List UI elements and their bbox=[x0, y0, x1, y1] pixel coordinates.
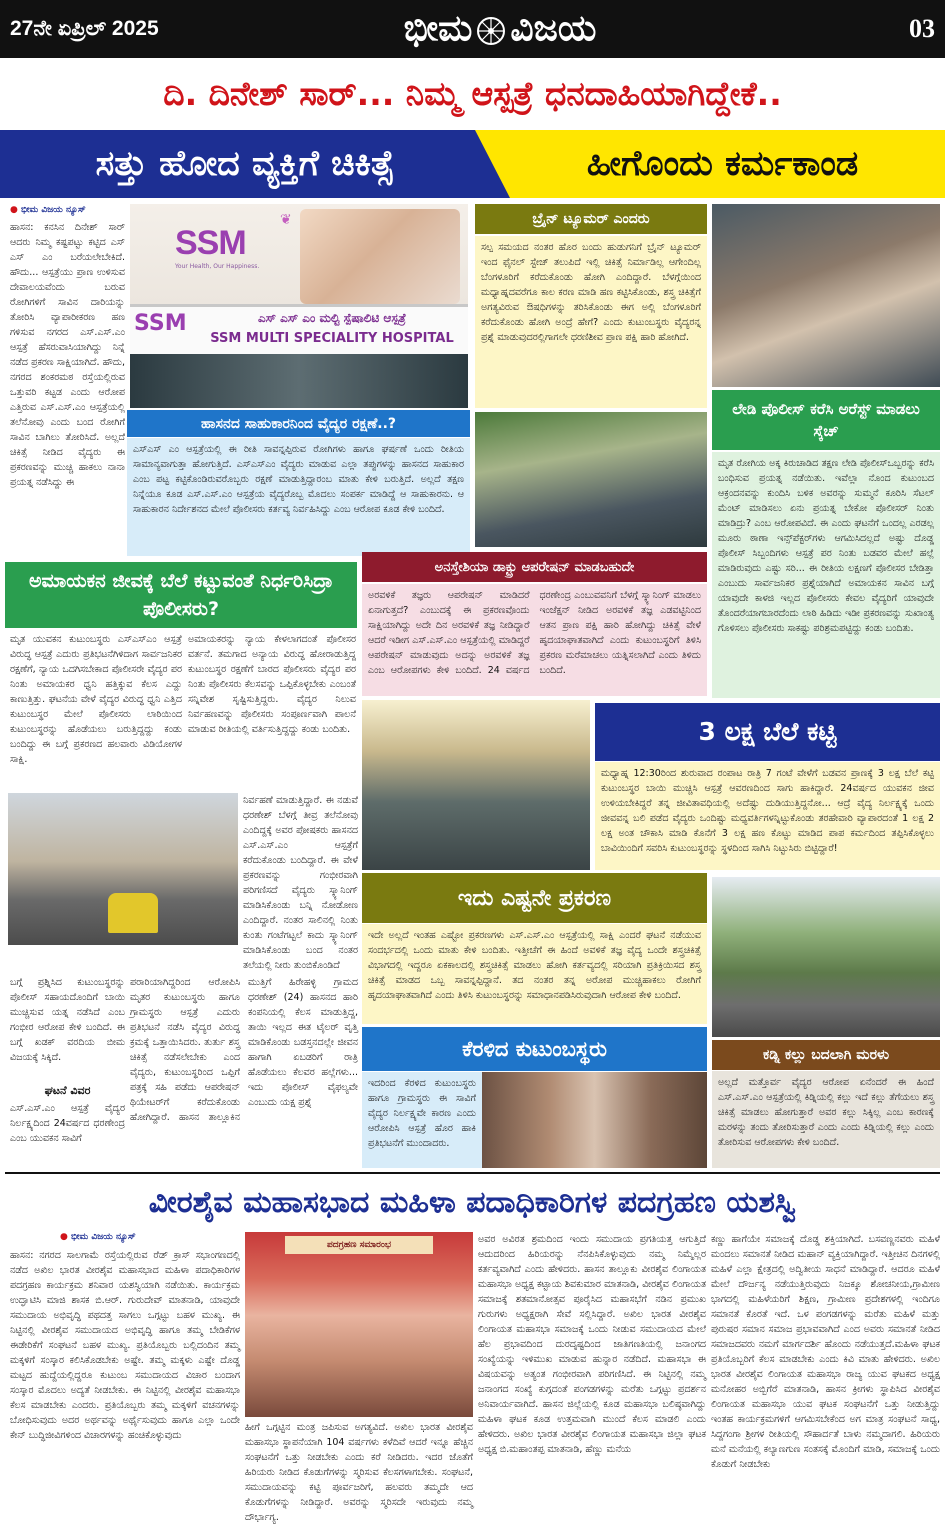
wheel-icon bbox=[476, 14, 506, 44]
sub-headline-banner bbox=[0, 130, 945, 198]
sub-headline-left: ಸತ್ತು ಹೋದ ವ್ಯಕ್ತಿಗೆ ಚಿಕಿತ್ಸೆ bbox=[95, 144, 395, 184]
family-members-photo bbox=[482, 1072, 707, 1168]
lady-police-box-title: ಲೇಡಿ ಪೊಲೀಸ್ ಕರೆಸಿ ಅರೆಸ್ಟ್ ಮಾಡಲು ಸ್ಕೆಚ್ bbox=[712, 390, 940, 450]
hospital-protest-photo bbox=[362, 700, 590, 870]
col2-upper-text: ನಿರ್ವಹಣೆ ಮಾಡುತ್ತಿದ್ದಾರೆ. ಈ ನಡುವೆ ಧರಣೇಶ್ ಬೆಳಗ್ಗೆ ತೀವ್ರ ತಲೆನೋವು ಎಂದಿದ್ದಕ್ಕೆ ಅವರ ಪೋಷಕರು ಹಾಸನದ ಎಸ್.ಎಸ್.ಎಂ ಆಸ್ಪತ್ರೆಗೆ ಕರೆದುಕೊಂಡು ಬಂದಿದ್ದಾರೆ. ಈ ವೇಳೆ ಪ್ರಕರಣವನ್ನು ಗಂಭೀರವಾಗಿ ಪರಿಗಣಿಸದೆ ವೈದ್ಯರು ಸ್ಕ್ಯಾನಿಂಗ್ ಮಾಡಿಸಿಕೊಂಡು ಬನ್ನಿ ನೋಡೋಣ ಎಂದಿದ್ದಾರೆ. ನಂತರ ಸಾಲಿನಲ್ಲಿ ನಿಂತು ಕುಂತು ಗಂಟೆಗಟ್ಟಲೆ ಕಾದು ಸ್ಕ್ಯಾನಿಂಗ್ ಮಾಡಿಸಿಕೊಂಡು ಬಂದ ನಂತರ ತಲೆಯಲ್ಲಿ ನೀರು ತುಂಬಿಕೊಂಡಿದೆ bbox=[243, 795, 358, 971]
bottom-col2: ಹೀಗೆ ಒಗ್ಗಟ್ಟಿನ ಮಂತ್ರ ಜಪಿಸುವ ಅಗತ್ಯವಿದೆ. ಅಖಿಲ ಭಾರತ ವೀರಶೈವ ಮಹಾಸಭಾ ಸ್ಥಾಪನೆಯಾಗಿ 104 ವರ್ಷಗಳು ಕಳೆದಿವೆ ಆದರೆ ಇನ್ನೂ ಹೆಚ್ಚಿನ ಸಂಘಟನೆಗೆ ಒತ್ತು ನೀಡಬೇಕು ಎಂದು ಕರೆ ನೀಡಿದರು. ಇದರ ಜೊತೆಗೆ ಹಿರಿಯರು ನೀಡಿದ ಕೊಡುಗೆಗಳನ್ನು ಸ್ಮರಿಸುವ ಕೆಲಸಗಳಾಗಬೇಕು. ಸಂಘಟನೆ, ಸಮುದಾಯವನ್ನು ಕಟ್ಟಿ ಪೂರ್ವಜರಿಗೆ, ಹಲವರು ತಮ್ಮದೇ ಆದ ಕೊಡುಗೆಗಳನ್ನು ನೀಡಿದ್ದಾರೆ. ಅವರನ್ನು ಸ್ಮರಿಸದೇ ಇರುವುದು ನಮ್ಮ ದೌರ್ಭಾಗ್ಯ. bbox=[245, 1422, 473, 1523]
lady-police-box-text: ಮೃತ ರೋಗಿಯ ಅಕ್ಕ ಕಿರುಚಾಡಿದ ತಕ್ಷಣ ಲೇಡಿ ಪೊಲೀಸ್‌ಒಬ್ಬರನ್ನು ಕರೆಸಿ ಬಂಧಿಸುವ ಪ್ರಯತ್ನ ನಡೆಯಿತು. ಇವೆಲ್ಲಾ ನೊಂದ ಕುಟುಂಬದ ಆಕ್ರಂದನವನ್ನು ಕುಂದಿಸಿ ಬಳಿಕ ಅವರನ್ನು ಸುಮ್ಮನೆ ಕೂರಿಸಿ ಸೆಟಲ್ ಮೆಂಟ್ ಮಾಡಿಸಲು ಏನು ಪ್ರಯತ್ನ ಬೇಕೋ ಪೊಲೀಸರ್ ನಿಂತು ಮಾಡಿದ್ರು? ಎಂಬ ಆರೋಪವಿದೆ. ಈ ಎಂದು ಘಟನೆಗೆ ಒಂದಲ್ಲ ಎರಡಲ್ಲ ಮೂರು ಠಾಣಾ ಇನ್ಸ್‌ಪೆಕ್ಟರ್‌ಗಳು ಆಗಮಿಸಿದಲ್ಲದೆ ಅಷ್ಟು ದೊಡ್ಡ ಪೊಲೀಸ್ ಸಿಬ್ಬಂದಿಗಳು ಆಸ್ಪತ್ರೆ ಪರ ನಿಂತು ಬಡವರ ಮೇಲೆ ಹಲ್ಲೆ ಮಾಡಿರುವುದು ಎಷ್ಟು ಸರಿ... ಈ ರೀತಿಯ ಲಕ್ಷಣಗೆ ಪೊಲೀಸರ ಬೇಡಿತ್ತಾ ಎಂಬುದು ಸಾರ್ವಜನಿಕರ ಪ್ರಶ್ನೆಯಾಗಿದೆ ಅಮಾಯಕನ ಸಾವಿನ ಬಗ್ಗೆ ಯಾವುದೇ ಕಾಳಜಿ ಇಲ್ಲದ ಪೊಲೀಸರು ಕೇವಲ ವೈದ್ಯರಿಗೆ ಯಾವುದೇ ತೊಂದರೆಯಾಗಬಾರದೆಂದು ಲಾಠಿ ಹಿಡಿದು ಇಡೀ ಪ್ರಕರಣವನ್ನು ಸುಖಾಂತ್ಯ ಗೊಳಿಸಲು ಪೊಲೀಸರು ಸಾಕಷ್ಟು ಪರಿಶ್ರಮಪಟ್ಟಿದ್ದು ಕಂಡು ಬಂದಿತು. bbox=[712, 452, 940, 698]
ceremony-banner: ಪದಗ್ರಹಣ ಸಮಾರಂಭ bbox=[285, 1236, 433, 1254]
protest-crowd-photo bbox=[475, 412, 707, 547]
event-subhead: ಘಟನೆ ವಿವರ bbox=[44, 1084, 91, 1097]
hassan-box-text: ಎಸ್ಎಸ್ ಎಂ ಆಸ್ಪತ್ರೆಯಲ್ಲಿ ಈ ರೀತಿ ಸಾವನ್ನಪ್ಪಿರುವ ರೋಗಿಗಳು ಹಾಗೂ ಘರ್ಷಣೆ ಒಂದು ರೀತಿಯ ಸಾಮಾನ್ಯವಾಗುತ್ತಾ ಹೋಗುತ್ತಿದೆ. ಎಸ್ಎಸ್ಎಂ ವೈದ್ಯರು ಮಾಡುವ ಎಲ್ಲಾ ತಪ್ಪುಗಳನ್ನು ಹಾಸನದ ಸಾಹುಕಾರ ಎಂಬ ಪಟ್ಟ ಕಟ್ಟಿಕೊಂಡಿರುವರೊಬ್ಬರು ರಕ್ಷಣೆ ಮಾಡುತ್ತಿದ್ದಾರಂಬ ಮಾತು ಕೇಳಿ ಬರುತ್ತಿದೆ. ಅಲ್ಲದೆ ತಕ್ಷಣ ನಿನ್ನೆಯೂ ಕೂಡ ಎಸ್.ಎಸ್.ಎಂ ಆಸ್ಪತ್ರೆಯ ವೈದ್ಯರೊಬ್ಬ ಮೊದಲು ಸಂಪರ್ಕ ಮಾಡಿದ್ದೆ ಆ ಸಾಹುಕಾರನು. ಆ ಸಾಹುಕಾರನ ನಿರ್ದೇಶನದ ಮೇಲೆ ಪೊಲೀಸರು ಕರ್ತವ್ಯ ನಿರ್ವಹಿಸಿದ್ದು ಎಂಬ ಆರೋಪ ಕೂಡ ಕೇಳಿ ಬಂದಿದೆ. bbox=[127, 438, 470, 556]
which-case-box-title: ಇದು ಎಷ್ಟನೇ ಪ್ರಕರಣ bbox=[362, 873, 707, 923]
anesthesia-box-text: ಅರವಳಿಕೆ ತಜ್ಞರು ಆಪರೇಷನ್ ಮಾಡಿದರೆ ಏನಾಗುತ್ತದೆ? ಎಂಬುದಕ್ಕೆ ಈ ಪ್ರಕರಣವೊಂದು ಸಾಕ್ಷಿಯಾಗಿದ್ದು ಅದೇ ದಿನ ಅರವಳಿಕೆ ತಜ್ಞ ನೀಡಿದ್ದಾರೆ ಆದರೆ ಇಡೀಗ ಎಸ್.ಎಸ್.ಎಂ ಆಸ್ಪತ್ರೆಯಲ್ಲಿ ಮಾಡಿದ್ದರೆ ಆಪರೇಷನ್ ಮಾಡುವುದು ಅದನ್ನು ಅರವಳಿಕೆ ತಜ್ಞ ಎಂಬ ಆರೋಪಗಳು ಕೇಳಿ ಬಂದಿದೆ. 24 ವರ್ಷದ ಧರಣೇಂದ್ರ ಎಂಬುವವನಿಗೆ ಬೆಳಗ್ಗೆ ಸ್ಕ್ಯಾನಿಂಗ್ ಮಾಡಲು ಇಂಜೆಕ್ಷನ್ ನೀಡಿದ ಅರವಳಿಕೆ ತಜ್ಞ ಎಡವಟ್ಟಿನಿಂದ ಆತನ ಪ್ರಾಣ ಪಕ್ಷಿ ಹಾರಿ ಹೋಗಿದ್ದು ಚಿಕಿತ್ಸೆ ವೇಳೆ ಹೃದಯಾಘಾತವಾಗಿದೆ ಎಂದು ಕುಟುಂಬಸ್ಥರಿಗೆ ತಿಳಿಸಿ ಪ್ರಕರಣ ಮರೆಮಾಚಲು ಯತ್ನಿಸಲಾಗಿದೆ ಎಂದು ತಿಳಿದು ಬಂದಿದೆ. bbox=[362, 584, 707, 696]
street-cars-photo bbox=[712, 877, 940, 1037]
sub-headline-right: ಹೀಗೊಂದು ಕರ್ಮಕಾಂಡ bbox=[586, 144, 859, 184]
autorickshaw-image bbox=[108, 893, 158, 933]
stone-box-title: ಕಡ್ನಿ ಕಲ್ಲು ಬದಲಾಗಿ ಮರಳು bbox=[712, 1040, 940, 1070]
byline-text: ಭೀಮ ವಿಜಯ ನ್ಯೂಸ್ bbox=[21, 205, 86, 215]
brain-box-text: ಸಲ್ಪ ಸಮಯದ ನಂತರ ಹೊರ ಬಂದು ಹುಡುಗನಿಗೆ ಬ್ರೈನ್ ಟ್ಯೂಮರ್ ಇಂದ ಫೈನಲ್ ಸ್ಟೇಜ್ ತಲುಪಿದೆ ಇಲ್ಲಿ ಚಿಕಿತ್ಸೆ ನಿರ್ಮಾಡಿಲ್ಲ ಆಗೇಂದಿಲ್ಲ ಬೆಂಗಳೂರಿಗೆ ಕರೆದುಕೊಂಡು ಹೋಗಿ ಎಂದಿದ್ದಾರೆ. ಬೆಳಗ್ಗೆಯಿಂದ ಮಧ್ಯಾಹ್ನದವರೆಗೂ ಕಾಲ ಕರಣ ಮಾಡಿ ಹಣ ಕಟ್ಟಿಸಿಕೊಂಡು, ಶಸ್ತ್ರ ಚಿಕಿತ್ಸೆಗೆ ಅಗತ್ಯವಿರುವ ಔಷಧಿಗಳನ್ನು ತರಿಸಿಕೊಂಡು ಈಗ ಅಲ್ಲಿ ಬೆಂಗಳೂರಿಗೆ ಕರೆದುಕೊಂಡು ಹೋಗಿ ಅಂದ್ರೆ ಹೇಗೆ? ಎಂದು ಕುಟುಂಬಸ್ಥರು ವೈದ್ಯರನ್ನ ಪ್ರಶ್ನೆ ಮಾಡುವುದರಲ್ಲಿಗಾಗಲೇ ಧರಣಿಶೀವ ಪ್ರಾಣ ಪಕ್ಷಿ ಹಾರಿ ಹೋಗಿದೆ. bbox=[475, 236, 707, 408]
family-box-text: ಇದರಿಂದ ಕೆರಳಿದ ಕುಟುಂಬಸ್ಥರು ಹಾಗೂ ಗ್ರಾಮಸ್ಥರು ಈ ಸಾವಿಗೆ ವೈದ್ಯರ ನಿರ್ಲಕ್ಷ್ಯವೇ ಕಾರಣ ಎಂದು ಆರೋಪಿಸಿ ಆಸ್ಪತ್ರೆ ಹೊರ ಹಾಕಿ ಪ್ರತಿಭಟನೆಗೆ ಮುಂದಾದರು. bbox=[362, 1072, 482, 1168]
anesthesia-box-title: ಅನಸ್ತೇಶಿಯಾ ಡಾಕ್ಟ್ರು ಆಪರೇಷನ್ ಮಾಡಬಹುದೇ bbox=[362, 552, 707, 582]
main-headline: ದಿ. ದಿನೇಶ್ ಸಾರ್... ನಿಮ್ಮ ಆಸ್ಪತ್ರೆ ಧನದಾಹಿಯಾಗಿದ್ದೇಕೆ.. bbox=[163, 74, 782, 113]
masthead bbox=[0, 0, 945, 58]
section-divider bbox=[5, 1172, 940, 1174]
hassan-box-title: ಹಾಸನದ ಸಾಹುಕಾರನಿಂದ ವೈದ್ಯರ ರಕ್ಷಣೆ..? bbox=[127, 410, 470, 437]
stone-box-text: ಅಲ್ಲದೆ ಮತ್ತೊರ್ವ ವೈದ್ಯರ ಆರೋಪ ಏನೆಂದರೆ ಈ ಹಿಂದೆ ಎಸ್.ಎಸ್.ಎಂ ಆಸ್ಪತ್ರೆಯಲ್ಲಿ ಕಿಡ್ನಿಯಲ್ಲಿ ಕಲ್ಲು ಇದೆ ಕಲ್ಲು ತೆಗೆಯಲು ಶಸ್ತ್ರ ಚಿಕಿತ್ಸೆ ಮಾಡಲು ಹೋಗುತ್ತಾರೆ ಅವರ ಕಲ್ಲು ಸಿಕ್ಕಿಲ್ಲ ಎಂಬ ಕಾರಣಕ್ಕೆ ಮರಳನ್ನು ತಂದು ತೋರಿಸುತ್ತಾರೆ ಎಂದು ಎಂದು ಕಿಡ್ನಿಯಲ್ಲಿ ಕಲ್ಲು ಎಂದು ತೋರಿಸುವ ಆರೋಪಗಳು ಕೇಳಿ ಬಂದಿದೆ. bbox=[712, 1071, 940, 1168]
col1-lower-text: ಬಗ್ಗೆ ಪ್ರಶ್ನಿಸಿದ ಕುಟುಂಬಸ್ಥರನ್ನು ಪೊಲೀಸ್ ಸಹಾಯದೊಂದಿಗೆ ಬಾಯಿ ಮುಚ್ಚಿಸುವ ಯತ್ನ ನಡೆಸಿದೆ ಎಂಬ ಗಂಭೀರ ಆರೋಪ ಕೇಳಿ ಬಂದಿದೆ. ಈ ಬಗ್ಗೆ ಖಡಕ್ ವರದಿಯ ಬೀಮ ವಿಜಯಕ್ಕೆ ಸಿಕ್ಕಿದೆ. bbox=[10, 977, 125, 1063]
logo-text-right: ವಿಜಯ bbox=[510, 8, 597, 49]
col2-lower-text: ಪರಾರಿಯಾಗಿದ್ದರಿಂದ ಆರೋಪಿಸಿ ಮೃತರ ಕುಟುಂಬಸ್ಥರು ಹಾಗೂ ಗ್ರಾಮಸ್ಥರು ಆಸ್ಪತ್ರೆ ಎದುರು ಪ್ರತಿಭಟನೆ ನಡೆಸಿ ವೈದ್ಯರ ವಿರುದ್ಧ ಕ್ರಮಕ್ಕೆ ಒತ್ತಾಯಿಸಿದರು. ತುರ್ತು ಶಸ್ತ್ರ ಚಿಕಿತ್ಸೆ ನಡೆಸಲೇಬೇಕು ಎಂದ ವೈದ್ಯರು, ಕುಟುಂಬಸ್ಥರಿಂದ ಒಪ್ಪಿಗೆ ಪತ್ರಕ್ಕೆ ಸಹಿ ಪಡೆದು ಆಪರೇಷನ್ ಥಿಯೇಟರ್‌ಗೆ ಕರೆದುಕೊಂಡು ಹೋಗಿದ್ದಾರೆ. ಹಾಸನ ತಾಲ್ಲೂಕಿನ ಮುತ್ತಿಗೆ ಹಿರೇಹಳ್ಳಿ ಗ್ರಾಮದ ಧರಣೇಶ್ (24) ಹಾಸನದ ಹಾರಿ ಕಂಪನಿಯಲ್ಲಿ ಕೆಲಸ ಮಾಡುತ್ತಿದ್ದ, ತಾಯಿ ಇಲ್ಲದ ಈತ ಟೈಲರ್ ವೃತ್ತಿ ಮಾಡಿಕೊಂಡು ಬಡಸ್ತನದಲ್ಲೇ ಜೀವನ ಹಾಗಾಗಿ ಏಬಡರಿಗೆ ರಾತ್ರಿ ಹೊಡೆಯಲು ಕೆಲವರ ಹಲ್ಲೆಗಳು... ಇದು ಪೊಲೀಸ್ ವೈಫಲ್ಯವೇ ಎಂಬುದು ಯಕ್ಷ ಪ್ರಶ್ನೆ bbox=[130, 977, 358, 1123]
three-lakh-box-title: 3 ಲಕ್ಷ ಬೆಲೆ ಕಟ್ಟಿ bbox=[595, 703, 940, 761]
logo-text-left: ಭೀಮ bbox=[403, 8, 473, 49]
bottom-headline: ವೀರಶೈವ ಮಹಾಸಭಾದ ಮಹಿಳಾ ಪದಾಧಿಕಾರಿಗಳ ಪದಗ್ರಹಣ ಯಶಸ್ವಿ bbox=[148, 1185, 797, 1220]
ssm-side-logo: SSM bbox=[134, 311, 187, 336]
hospital-signboard bbox=[130, 304, 468, 354]
byline bbox=[10, 205, 125, 219]
ssm-logo bbox=[175, 224, 275, 294]
brain-box-title: ಬ್ರೈನ್ ಟ್ಯೂಮರ್ ಎಂದರು bbox=[475, 204, 707, 234]
bottom-byline bbox=[60, 1232, 260, 1246]
family-box-title: ಕೆರಳಿದ ಕುಟುಂಬಸ್ಥರು bbox=[362, 1027, 707, 1071]
page-number: 03 bbox=[909, 14, 935, 43]
bottom-col3: ಅವರ ಅವಿರತ ಶ್ರಮದಿಂದ ಇಂದು ಸಮುದಾಯ ಪ್ರಗತಿಯತ್ತ ಆಗುತ್ತಿದೆ ಆದುದರಿಂದ ಹಿರಿಯರನ್ನು ನೆನಪಿಸಿಕೊಳ್ಳುವುದು ನಮ್ಮ ನಿಮ್ಮೆಲ್ಲರ ಕರ್ತವ್ಯವಾಗಿದೆ ಎಂದು ಹೇಳಿದರು. ಹಾಸನ ತಾಲ್ಲೂಕು ವೀರಶೈವ ಲಿಂಗಾಯತ ಮಹಾಸಭಾ ಅಧ್ಯಕ್ಷ ಕಟ್ಟಾಯ ಶಿವಕುಮಾರ ಮಾತನಾಡಿ, ವೀರಶೈವ ಲಿಂಗಾಯತ ಸಮಾಜಕ್ಕೆ ಶತಮಾನೋತ್ಸವ ಪೂರೈಸಿದ ಮಹಾಸಭೆಗೆ ನಡಿನ ಪ್ರಮುಖ ಗುರುಗಳು ಅಧ್ಯಕ್ಷರಾಗಿ ಸೇವೆ ಸಲ್ಲಿಸಿದ್ದಾರೆ. ಅಖಿಲ ಭಾರತ ವೀರಶೈವ ಲಿಂಗಾಯತ ಮಹಾಸಭಾ ಸಮಾಜಕ್ಕೆ ಒಂದು ನೀಡುವ ಸಮುದಾಯದ ಮೇಲೆ ಹೆಲ ಪ್ರಭಾವದಿಂದ ದುರದೃಷ್ಟದಿಂದ ಜಾತಿಗಣತಿಯಲ್ಲಿ ಜನಾಂಗದ ಸಂಖ್ಯೆಯನ್ನು ಇಳಿಮುಖ ಮಾಡುವ ಹುನ್ನಾರ ನಡೆದಿದೆ. ಮಹಾಸಭಾ ಈ ವಿಷಯವನ್ನು ಅತ್ಯಂತ ಗಂಭೀರವಾಗಿ ಪರಿಗಣಿಸಿದೆ. ಈ ನಿಟ್ಟಿನಲ್ಲಿ ನಮ್ಮ ಜನಾಂಗದ ಸಂಖ್ಯೆ ಕುಗ್ಗದಂತೆ ಪಂಗಡಗಳನ್ನು ಮರೆತು ಒಗ್ಗಟ್ಟು ಪ್ರದರ್ಶನ ಅನಿವಾರ್ಯವಾಗಿದೆ. ಹಾಸನ ಜಿಲ್ಲೆಯಲ್ಲಿ ಕೂಡ ಮಹಾಸಭಾ ಬಲಿಷ್ಠವಾಗಿದ್ದು ಮಹಿಳಾ ಘಟಕ ಕೂಡ ಉತ್ತಮವಾಗಿ ಮುಂದೆ ಕೆಲಸ ಮಾಡಲಿ ಎಂದು ಹೇಳಿದರು. ಅಖಿಲ ಭಾರತ ವೀರಶೈವ ಲಿಂಗಾಯತ ಮಹಾಸಭಾ ಜಿಲ್ಲಾ ಘಟಕ ಅಧ್ಯಕ್ಷ ಬಿ.ಮಹಾಂತಪ್ಪ ಮಾತನಾಡಿ, ಹೆಣ್ಣು ಮನೆಯ bbox=[478, 1234, 706, 1455]
innocent-text-right: ಅಮಾಯಕರನ್ನು ನ್ಯಾಯ ಕೇಳಲಾಗದಂತೆ ಪೊಲೀಸರ ವರ್ತನೆ. ತಮಗಾದ ಅನ್ಯಾಯ ವಿರುದ್ಧ ಹೋರಾಡುತ್ತಿದ್ದ ಕುಟುಂಬಸ್ಥರ ರಕ್ಷಣೆಗೆ ಬಾರದ ಪೊಲೀಸರು ವೈದ್ಯರ ಪರ ನಿಂತು ಪೊಲೀಸರು ಕೆಲಸವನ್ನು ಒಪ್ಪಿಕೊಳ್ಳಬೇಕು ಎಂಬಂತೆ ಸನ್ನಿವೇಶ ಸೃಷ್ಟಿಸುತ್ತಿದ್ದರು. ವೈದ್ಯರ ನಿಲುವ ನಿರ್ವಹಣವನ್ನು ಪೊಲೀಸರು ಸಂಪೂರ್ಣವಾಗಿ ಪಾಲನೆ ಮಾಡುವ ರೀತಿಯಲ್ಲಿ ವರ್ತಿಸುತ್ತಿದ್ದದ್ದು ಕಂಡು ಬಂದಿತು. bbox=[188, 634, 356, 735]
ssm-logo-text: SSM bbox=[175, 224, 246, 262]
bottom-col1: ಹಾಸನ: ನಗರದ ಸಾಲಗಾಮೆ ರಸ್ತೆಯಲ್ಲಿರುವ ರೆಡ್ ಕ್ರಾಸ್ ಸಭಾಂಗಣದಲ್ಲಿ ನಡೆದ ಅಖಿಲ ಭಾರತ ವೀರಶೈವ ಮಹಾಸಭಾದ ಮಹಿಳಾ ಪದಾಧಿಕಾರಿಗಳ ಪದಗ್ರಹಣ ಕಾರ್ಯಕ್ರಮ ಶನಿವಾರ ಯಶಸ್ವಿಯಾಗಿ ನಡೆಯಿತು. ಕಾರ್ಯಕ್ರಮ ಉದ್ಘಾಟಿಸಿ ಮಾಜಿ ಶಾಸಕ ಬಿ.ಆರ್. ಗುರುದೇವ್ ಮಾತನಾಡಿ, ಯಾವುದೇ ಸಮುದಾಯ ಅಭಿವೃದ್ಧಿ ಪಥದತ್ತ ಸಾಗಲು ಒಗ್ಗಟ್ಟು ಬಹಳ ಮುಖ್ಯ. ಈ ನಿಟ್ಟಿನಲ್ಲಿ ವೀರಶೈವ ಸಮುದಾಯದ ಅಭಿವೃದ್ಧಿ ಹಾಗೂ ತಮ್ಮ ಬೇಡಿಕೆಗಳ ಈಡೇರಿಕೆಗೆ ಸಂಘಟನೆ ಬಹಳ ಮುಖ್ಯ. ಪ್ರತಿಯೊಬ್ಬರು ಬಲ್ಲಿದಂದಿನ ತಮ್ಮ ಮಕ್ಕಳಿಗೆ ಸಂಸ್ಕಾರ ಕಲಿಸಿಕೊಡಬೇಕು ಅಷ್ಟೇ. ತಮ್ಮ ಮಕ್ಕಳು ಎಷ್ಟೇ ದೊಡ್ಡ ಮಟ್ಟದ ಹುದ್ದೆಯಲ್ಲಿದ್ದರೂ ಕುಟುಂಬ ಸಮುದಾಯದ ವಿಚಾರ ಬಂದಾಗ ಸಂಸ್ಕಾರ ಮೊದಲು ಅದ್ಯತೆ ನೀಡಬೇಕು. ಈ ನಿಟ್ಟಿನಲ್ಲಿ ವೀರಶೈವ ಮಹಾಸಭಾ ಕೆಲಸ ಮಾಡಬೇಕು ಎಂದರು. ಪ್ರತಿಯೊಬ್ಬರು ತಮ್ಮ ಮಕ್ಕಳಿಗೆ ವಚನಗಳನ್ನು ಬೋಧಿಸುವುದು ಅದರ ಅರ್ಥವನ್ನು ಅರ್ಥೈಸುವುದು ಹಾಗೂ ಎಲ್ಲಾ ಒಂದೇ ಕೇನ್ ಬುದ್ಧಿಜೀವಿಗಳಿಂದ ವಿಚಾರಗಳನ್ನು ಹಂಚಿಕೊಳ್ಳುವುದು bbox=[10, 1250, 240, 1441]
police-crowd-photo bbox=[712, 204, 940, 387]
three-lakh-box-text: ಮಧ್ಯಾಹ್ನ 12:30ರಿಂದ ಶುರುವಾದ ರಂಪಾಟ ರಾತ್ರಿ 7 ಗಂಟೆ ವೇಳೆಗೆ ಬಡವನ ಪ್ರಾಣಕ್ಕೆ 3 ಲಕ್ಷ ಬೆಲೆ ಕಟ್ಟಿ ಕುಟುಂಬಸ್ಥರ ಬಾಯಿ ಮುಚ್ಚಿಸಿ ಆಸ್ಪತ್ರೆ ಆವರಣದಿಂದ ಸಾಗು ಹಾಕಿದ್ದಾರೆ. 24ವರ್ಷದ ಯುವಕನ ಜೀವ ಉಳಿಯಬೇಕಿದ್ದರೆ ತನ್ನ ಜೀವಿತಾವಧಿಯಲ್ಲಿ ಅದೆಷ್ಟು ದುಡಿಯುತ್ತಿದ್ದನೋ... ಆದ್ರೆ ವೈದ್ಯ ನಿರ್ಲಕ್ಷ್ಯಕ್ಕೆ ಒಂದು ಜೀವವನ್ನ ಬಲಿ ಪಡೆದ ವೈದ್ಯರು ಒಂದಿಷ್ಟು ಮಧ್ಯವರ್ತಿಗಳನ್ನಿಟ್ಟುಕೊಂಡು ತರಹೇವಾರಿ ವ್ಯಾಪಾರದಂತೆ 1 ಲಕ್ಷ 2 ಲಕ್ಷ ಅಂತ ಚೌಕಾಸಿ ಮಾಡಿ ಕೊನೆಗೆ 3 ಲಕ್ಷ ಹಣ ಕೊಟ್ಟು ಮಾಡಿದ ಪಾಪ ಕರ್ಮದಿಂದ ತಪ್ಪಿಸಿಕೊಳ್ಳಲು ಬಾವಿಯಿಂದಿಗೆ ಸವರಿಸಿ ಕುಟುಂಬಸ್ಥರನ್ನು ಸ್ಥಳದಿಂದ ಸಾಗಿಸಿ ನಿಟ್ಟುಸಿರು ಬಿಟ್ಟಿದ್ದಾರೆ! bbox=[595, 762, 940, 870]
sign-english: SSM MULTI SPECIALITY HOSPITAL bbox=[210, 331, 454, 346]
ssm-logo-tagline: Your Health, Our Happiness. bbox=[175, 263, 260, 270]
street-hospital-photo bbox=[8, 793, 238, 945]
col1-event-text: ಎಸ್.ಎಸ್.ಎಂ ಆಸ್ಪತ್ರೆ ವೈದ್ಯರ ನಿರ್ಲಕ್ಷ್ಯದಿಂದ 24ವರ್ಷದ ಧರಣೇಂದ್ರ ಎಂಬ ಯುವಕನ ಸಾವಿಗೆ bbox=[10, 1103, 125, 1144]
issue-date: 27ನೇ ಏಪ್ರಿಲ್ 2025 bbox=[10, 17, 159, 40]
ceremony-photo bbox=[245, 1232, 473, 1417]
hospital-photo bbox=[130, 204, 468, 408]
newspaper-logo bbox=[355, 2, 645, 56]
bottom-bullet-icon: ● bbox=[60, 1232, 68, 1242]
which-case-box-text: ಇದೇ ಅಲ್ಲದೆ ಇಂತಹ ಎಷ್ಟೋ ಪ್ರಕರಣಗಳು ಎಸ್.ಎಸ್.ಎಂ ಆಸ್ಪತ್ರೆಯಲ್ಲಿ ಸಾಕ್ಷಿ ಎಂದರೆ ಘಟನೆ ನಡೆಯುವ ಸಂದರ್ಭದಲ್ಲಿ ಒಂದು ಮಾತು ಕೇಳಿ ಬಂದಿತು. ಇತ್ತೀಚೆಗೆ ಈ ಹಿಂದೆ ಅವಳಿಕೆ ತಜ್ಞ ವೈದ್ಯ ಒಂದೇ ಶಸ್ತ್ರಚಿಕಿತ್ಸೆ ವಿಭಾಗದಲ್ಲಿ ಇದ್ದರೂ ಏಕಕಾಲದಲ್ಲಿ ಶಸ್ತ್ರಚಿಕಿತ್ಸೆ ಮಾಡಲು ಹೋಗಿ ಕರ್ತವ್ಯದಲ್ಲಿ ಸರಿಯಾಗಿ ಪ್ರತಿಕ್ರಿಯಿಸದ ಶಸ್ತ್ರ ಚಿಕಿತ್ಸೆ ಮಾಡದ ಒಬ್ಬ ಸಾವನ್ನಪ್ಪಿದ್ದಾನೆ. ತದ ನಂತರ ತನ್ನ ಅರೋಪ ಮುಚ್ಚಿಹಾಕಲು ರೋಗಿಗೆ ಹೃದಯಾಘಾತವಾಗಿದೆ ಎಂದು ತಿಳಿಸಿ ಕುಟುಂಬಸ್ಥರನ್ನು ಸಮಾಧಾನಪಡಿಸಿರುವುದಾಗಿ ಆರೋಪ ಕೇಳಿ ಬಂದಿದೆ. bbox=[362, 924, 707, 1024]
lead-story: ಹಾಸನ: ಕನಸಿನ ದಿನೇಶ್ ಸಾರ್ ಆದರು ನಿಮ್ಮ ಕಷ್ಟಪಟ್ಟು ಕಟ್ಟಿದ ಎಸ್ ಎಸ್ ಎಂ ಬರೆಯಲೇಬೇಕಿದೆ. ಹೌದು... ಆಸ್ಪತ್ರೆಯು ಪ್ರಾಣ ಉಳಿಸುವ ದೇವಾಲಯವೆಂದು ಬರುವ ರೋಗಿಗಳಿಗೆ ಸಾವಿನ ದಾರಿಯನ್ನು ತೋರಿಸಿ ವ್ಯಾಪಾರೀಕರಣ ಹಣ ಗಳಿಸುವ ನಗರದ ಎಸ್.ಎಸ್.ಎಂ ಆಸ್ಪತ್ರೆ ಹೆಸರುವಾಸಿಯಾಗಿದ್ದು ನಿನ್ನೆ ನಡೆದ ಪ್ರಕರಣ ಸಾಕ್ಷಿಯಾಗಿದೆ. ಹೌದು, ನಗರದ ಶಂಕರಮಠ ರಸ್ತೆಯಲ್ಲಿರುವ ಒತ್ತುವರಿ ಕಟ್ಟಡ ಎಂದು ಆರೋಪ ಎತ್ತಿರುವ ಎಸ್.ಎಸ್.ಎಂ ಆಸ್ಪತ್ರೆಯಲ್ಲಿ ತಲೆನೋವು ಎಂದು ಬಂದ ರೋಗಿಗೆ ಸಾವಿನ ಬಾಗಿಲು ತೋರಿಸಿದೆ. ಅಲ್ಲದೆ ಚಿಕಿತ್ಸೆ ನೀಡಿದ ವೈದ್ಯರು ಈ ಪ್ರಕರಣವನ್ನು ಮುಚ್ಚಿ ಹಾಕಲು ನಾನಾ ಪ್ರಯತ್ನ ನಡೆಸಿದ್ದು ಈ bbox=[10, 222, 125, 488]
bottom-byline-text: ಭೀಮ ವಿಜಯ ನ್ಯೂಸ್ bbox=[71, 1232, 136, 1242]
butterfly-icon: ❦ bbox=[280, 212, 292, 228]
bottom-col4: ಕಣ್ಣು ಹಾಗೆಯೇ ಸಮಾಜಕ್ಕೆ ದೊಡ್ಡ ಶಕ್ತಿಯಾಗಿದೆ. ಬಸವಣ್ಣನವರು ಮಹಿಳೆ ಮಂದಲು ಸಮಾನತೆ ನೀಡಿದ ಮಹಾನ್ ವ್ಯಕ್ತಿಯಾಗಿದ್ದಾರೆ. ಇತ್ತೀಚಿನ ದಿನಗಳಲ್ಲಿ ಮಹಿಳೆ ಎಲ್ಲಾ ಕ್ಷೇತ್ರದಲ್ಲಿ ಅದ್ವಿತೀಯ ಸಾಧನೆ ಮಾಡಿದ್ದಾರೆ. ಆದರೂ ಮಹಿಳೆ ಮೇಲೆ ದೌರ್ಜನ್ಯ ನಡೆಯುತ್ತಿರುವುದು ನಿಜಕ್ಕೂ ಶೋಚನೀಯ,ಗ್ರಾಮೀಣ ಭಾಗದಲ್ಲಿ ಮಹಿಳೆಯರಿಗೆ ಶಿಕ್ಷಣ, ಗ್ರಾಮೀಣ ಪ್ರದೇಶಗಳಲ್ಲಿ ಇಂದಿಗೂ ಸಮಾನತೆ ಕೊರತೆ ಇದೆ. ಒಳ ಪಂಗಡಗಳನ್ನು ಮರೆತು ಮಹಿಳೆ ಮತ್ತು ಪುರುಷರ ಸಮಾನ ಸಮಾಜ ಪ್ರಭಾವವಾಗಿದೆ ಎಂದ ಅವರು ಸಮಾನತೆ ನೀಡಿದ ಸಮಾಜದವರು ನಮಗೆ ಮಾರ್ಗದರ್ಶಿ ಹೊಂದು ನಡೆಯುತ್ತದೆ.ಮಹಿಳಾ ಘಟಕ ಪ್ರತಿಯೊಬ್ಬರಿಗೆ ಕೆಲಸ ಮಾಡಬೇಕು ಎಂದು ಕಿವಿ ಮಾತು ಹೇಳಿದರು. ಅಖಿಲ ಭಾರತ ವೀರಶೈವ ಲಿಂಗಾಯತ ಮಹಾಸಭಾ ರಾಜ್ಯ ಯುವ ಘಟಕದ ಅಧ್ಯಕ್ಷ ಮನೋಹರ ಅಬ್ಬಿಗೆರೆ ಮಾತನಾಡಿ, ಹಾಸನ ಕ್ರೀಗಳು ಸ್ಥಾಪಿಸಿದ ವೀರಶೈವ ಲಿಂಗಾಯತ ಮಹಾಸಭಾ ಯುವ ಘಟಕ ಸಂಘಟನೆಗೆ ಒತ್ತು ನೀಡುತ್ತಿದ್ದು ಇಂತಹ ಕಾರ್ಯಕ್ರಮಗಳಿಗೆ ಆಗಮಿಸಬೇಕೆಂದ ಅಗ ಮಾತ್ರ ಸಂಘಟನೆ ಸಾಧ್ಯ, ಸಿದ್ದಗಂಗಾ ಶ್ರೀಗಳ ರೀತಿಯಲ್ಲಿ ಸೌಹಾರ್ದತೆ ಬಾಳು ನಮ್ಮದಾಗಲಿ. ಹಿರಿಯರು ಮನೆ ಮನೆಯಲ್ಲಿ ಕಲ್ಯಾಣಗುಣ ಸಂತಸಕ್ಕೆ ಮೊಂದಿಗೆ ಮಾಡಿ, ಸಮಾಜಕ್ಕೆ ಒಂದು ಕೊಡುಗೆ ನೀಡಬೇಕು bbox=[711, 1234, 940, 1470]
hospital-entrance bbox=[130, 354, 468, 408]
bullet-icon: ● bbox=[10, 205, 18, 215]
innocent-text-left: ಮೃತ ಯುವಕನ ಕುಟುಂಬಸ್ಥರು ಎಸ್ಎಸ್ಎಂ ಆಸ್ಪತ್ರೆ ವಿರುದ್ಧ ಆಸ್ಪತ್ರೆ ಎದುರು ಪ್ರತಿಭಟನೆಗಿಳಿದಾಗ ಸಾರ್ವಜನಿಕರ ರಕ್ಷಣೆಗೆ, ನ್ಯಾಯ ಒದಗಿಸಬೇಕಾದ ಪೊಲೀಸರೇ ವೈದ್ಯರ ಪರ ನಿಂತು ಅಮಾಯಕರ ಧ್ವನಿ ಹತ್ತಿಕ್ಕುವ ಕೆಲಸ ಎದ್ದು ಕಾಣುತ್ತಿತ್ತು. ಘಟನೆಯ ವೇಳೆ ವೈದ್ಯರ ವಿರುದ್ಧ ಧ್ವನಿ ಎತ್ತಿದ ಕುಟುಂಬಸ್ಥರ ಮೇಲೆ ಪೊಲೀಸರು ಲಾಠಿಯಿಂದ ಕುಟುಂಬಸ್ಥರನ್ನು ಹೊಡೆಯಲು ಬರುತ್ತಿದ್ದದ್ದು ಕಂಡು ಬಂದಿದ್ದು ಈ ಬಗ್ಗೆ ಪ್ರಕರಣದ ಹಲವಾರು ವಿಡಿಯೋಗಳ ಸಾಕ್ಷಿ. bbox=[10, 634, 182, 765]
innocent-box-title: ಅಮಾಯಕನ ಜೀವಕ್ಕೆ ಬೆಲೆ ಕಟ್ಟುವಂತೆ ನಿರ್ಧರಿಸಿದ್ರಾ ಪೊಲೀಸರು? bbox=[5, 562, 357, 628]
sign-kannada: ಎಸ್ ಎಸ್ ಎಂ ಮಲ್ಟಿ ಸ್ಪೆಷಾಲಿಟಿ ಆಸ್ಪತ್ರೆ bbox=[258, 311, 406, 325]
family-image bbox=[300, 209, 460, 304]
